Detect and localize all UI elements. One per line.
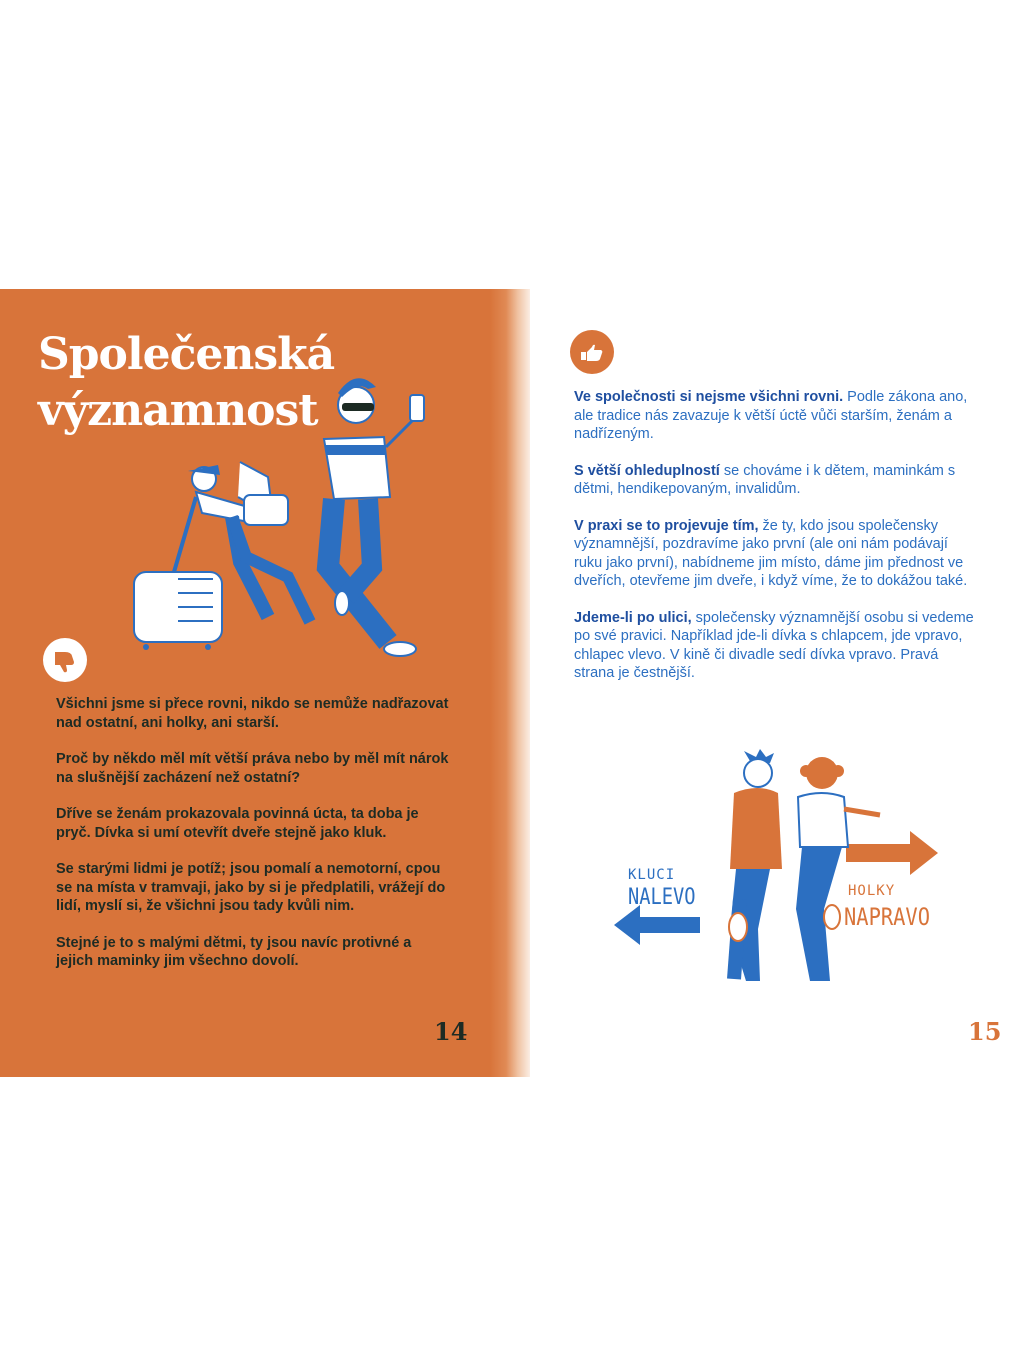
page-number-left: 14 — [434, 1017, 468, 1046]
right-paragraph-2-lead: S větší ohleduplností — [574, 462, 720, 479]
right-paragraph-1 — [574, 388, 974, 444]
right-paragraph-4 — [574, 609, 974, 683]
label-kluci: KLUCI — [628, 867, 676, 883]
thumbs-up-badge — [570, 330, 614, 374]
right-paragraph-4-rest: společensky významnější osobu si vedeme po své pravici. Například jde-li dívka s chlapcem, jde vpravo, chlapec vlevo. V kině či divadle sedí dívka vpravo. Pravá strana je čestnější. — [574, 609, 974, 681]
left-paragraph-3: Dříve se ženám prokazovala povinná úcta, ta doba je pryč. Dívka si umí otevřít dveře stejně jako kluk. — [56, 806, 419, 841]
label-napravo: NAPRAVO — [844, 903, 930, 931]
right-paragraph-1-rest: Podle zákona ano, ale tradice nás zavazuje k větší úctě vůči starším, ženám a nadřízeným. — [574, 389, 968, 442]
right-paragraph-3 — [574, 517, 974, 591]
thumbs-up-icon — [578, 338, 606, 366]
label-holky: HOLKY — [848, 883, 896, 899]
right-paragraph-3-lead: V praxi se to projevuje tím, — [574, 517, 759, 534]
right-paragraph-1-lead: Ve společnosti si nejsme všichni rovni. — [574, 389, 844, 405]
page-number-right: 15 — [968, 1017, 1002, 1046]
travelers-illustration — [128, 367, 428, 667]
right-paragraph-2-rest: se chováme i k dětem, maminkám s dětmi, hendikepovaným, invalidům. — [574, 462, 956, 497]
right-paragraph-4-lead: Jdeme-li po ulici, — [574, 609, 692, 626]
left-paragraph-1: Všichni jsme si přece rovni, nikdo se nemůže nadřazovat nad ostatní, ani holky, ani starší. — [56, 696, 449, 731]
label-nalevo: NALEVO — [628, 885, 696, 910]
left-paragraph-5: Stejné je to s malými dětmi, ty jsou navíc protivné a jejich maminky jim všechno dovolí. — [56, 934, 412, 969]
left-page — [0, 289, 530, 1077]
thumbs-down-badge — [43, 638, 87, 682]
left-body-text — [56, 695, 450, 989]
book-spread — [0, 289, 1024, 1077]
left-paragraph-4: Se starými lidmi je potíž; jsou pomalí a nemotorní, cpou se na místa v tramvaji, jako by si je předplatili, vrážejí do lidí, myslí si, že všichni jsou tady kvůli nim. — [56, 861, 446, 914]
right-body-text — [574, 388, 974, 701]
right-paragraph-3-rest: že ty, kdo jsou společensky významnější, pozdravíme jako první (ale oni nám podávají ruku jako první), nabídneme jim místo, dáme jim přednost ve dveřích, otevřeme jim dveře, i když víme, že to dokážou také. — [574, 517, 968, 589]
thumbs-down-icon — [51, 646, 79, 674]
right-paragraph-2 — [574, 462, 974, 499]
right-page — [530, 289, 1024, 1077]
title-line-2: významnost — [38, 385, 318, 436]
left-paragraph-2: Proč by někdo měl mít větší práva nebo by měl mít nárok na slušnější zacházení než ostatní? — [56, 751, 449, 786]
title-line-1: Společenská — [38, 329, 335, 380]
